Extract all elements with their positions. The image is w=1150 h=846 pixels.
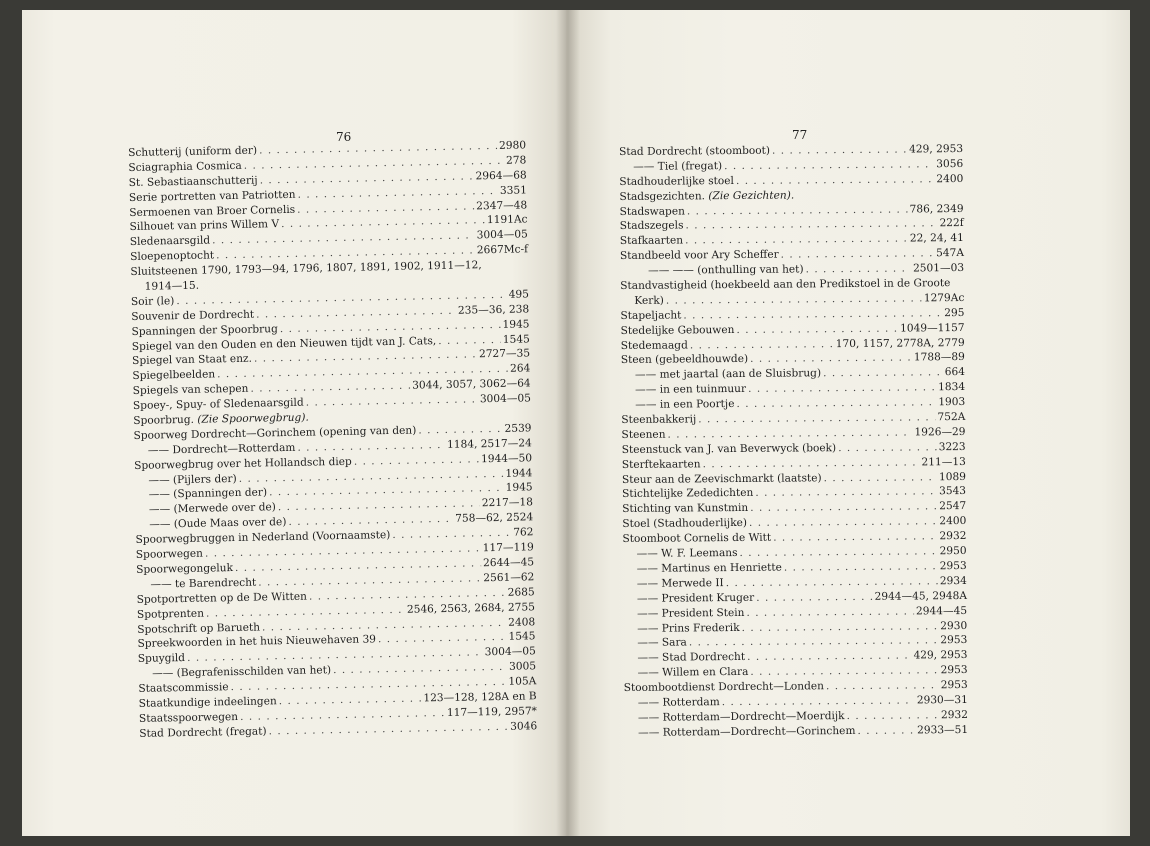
leader-dots xyxy=(784,559,938,575)
index-entry-reference: 2964—68 xyxy=(475,169,527,183)
index-entry-reference: 1545 xyxy=(502,332,530,346)
index-entry-reference: 278 xyxy=(506,154,527,167)
index-entry-reference: 2953 xyxy=(940,634,968,647)
index-entry-reference: 495 xyxy=(508,288,530,301)
index-entry-text: Spotschrift op Barueth xyxy=(137,621,261,636)
index-entry-reference: 1184, 2517—24 xyxy=(446,437,532,451)
index-entry-reference: 2934 xyxy=(939,574,967,588)
index-entry-text: —— (Spanningen der) xyxy=(148,486,268,502)
index-entry-text: —— in een tuinmuur xyxy=(635,383,747,397)
index-entry-reference: 2930 xyxy=(940,619,968,632)
leader-dots xyxy=(857,723,915,738)
index-entry-reference: 1926—29 xyxy=(914,425,966,439)
index-entry-text: Sledenaarsgild xyxy=(129,234,211,249)
index-entry-reference: 2953 xyxy=(940,664,968,677)
index-entry-text: Sluitsteenen 1790, 1793—94, 1796, 1807, 1891, 1902, 1911—12, xyxy=(130,259,482,279)
index-entry-text: Stadhouderlijke stoel xyxy=(619,174,734,188)
index-entry-text: Steur aan de Zeevischmarkt (laatste) xyxy=(621,471,822,486)
leader-dots xyxy=(746,604,914,620)
index-entry-reference: 1279Ac xyxy=(923,291,965,305)
index-entry-text: Staatscommissie xyxy=(138,681,229,695)
leader-dots xyxy=(749,515,937,532)
leader-dots xyxy=(781,246,935,262)
index-entry-text: Spiegelbeelden xyxy=(132,368,216,383)
index-entry-text: Serie portretten van Patriotten xyxy=(128,188,296,204)
index-entry-text: Stad Dordrecht (fregat) xyxy=(139,725,267,740)
index-entry-reference: 22, 24, 41 xyxy=(909,232,964,245)
index-entry-text: Souvenir de Dordrecht xyxy=(131,308,255,323)
index-entry-text: Spoorbrug. xyxy=(133,413,195,427)
index-entry-text: —— Dordrecht—Rotterdam xyxy=(147,441,296,457)
index-entry-text: —— te Barendrecht xyxy=(150,576,257,591)
index-entry-reference: 2347—48 xyxy=(476,198,528,212)
index-entry-reference: 2930—31 xyxy=(916,693,968,707)
index-entry-text: Kerk) xyxy=(634,294,664,307)
leader-dots xyxy=(838,440,937,456)
left-page-number: 76 xyxy=(336,130,352,144)
index-entry xyxy=(620,261,964,279)
index-entry-reference: 3351 xyxy=(499,184,528,197)
index-entry-reference: 2547 xyxy=(939,500,967,513)
index-entry-reference: 1089 xyxy=(938,470,966,483)
right-page-number: 77 xyxy=(792,128,808,142)
index-entry-reference: 2667Mc-f xyxy=(476,243,529,257)
leader-dots xyxy=(823,366,943,382)
index-entry-text: Staatkundige indeelingen xyxy=(138,695,277,710)
index-entry-text: Spotprenten xyxy=(136,607,205,621)
index-entry-text: Spiegels van schepen xyxy=(132,382,249,398)
leader-dots xyxy=(756,590,872,606)
index-entry-text: —— President Kruger xyxy=(636,591,755,605)
leader-dots xyxy=(750,351,912,367)
index-entry-reference: 3046 xyxy=(510,719,538,733)
index-entry-text: —— Martinus en Henriette xyxy=(636,561,782,575)
index-entry-reference: 3223 xyxy=(938,440,966,454)
index-entry-text: —— Stad Dordrecht xyxy=(637,651,746,665)
index-entry-reference: 117—119 xyxy=(482,541,534,555)
index-entry-text: Spoorwegongeluk xyxy=(136,562,234,576)
index-entry-text: Steenen xyxy=(621,428,666,441)
index-entry-reference: 429, 2953 xyxy=(909,142,964,156)
index-entry-text: Sciagraphia Cosmica xyxy=(128,159,242,174)
index-entry-reference: 2539 xyxy=(504,422,532,435)
index-entry-text: Spreekwoorden in het huis Nieuwehaven 39 xyxy=(137,633,377,651)
index-entry-reference: 1545 xyxy=(508,630,536,644)
index-entry-text: Soir (le) xyxy=(130,295,175,308)
index-entry-text: Standvastigheid (hoekbeeld aan den Predikstoel in de Groote xyxy=(620,277,951,293)
see-reference: (Zie Gezichten). xyxy=(708,189,795,202)
index-entry-text: Stad Dordrecht (stoomboot) xyxy=(619,144,771,158)
index-entry-text: —— Sara xyxy=(637,636,687,650)
index-entry-text: Schutterij (uniform der) xyxy=(128,144,258,159)
index-entry-reference: 664 xyxy=(944,366,966,379)
index-entry-text: —— Willem en Clara xyxy=(637,666,749,680)
index-entry-text: Spuygild xyxy=(137,652,186,666)
left-index-column xyxy=(128,138,537,741)
index-entry-text: Sloepenoptocht xyxy=(130,249,215,264)
index-entry-text: Spiegel van den Ouden en den Nieuwen tijdt van J. Cats, xyxy=(131,334,437,353)
leader-dots xyxy=(742,619,939,636)
index-entry-text: Stapeljacht xyxy=(620,309,682,322)
index-entry-reference: 123—128, 128A en B xyxy=(423,690,537,705)
index-entry-reference: 2933—51 xyxy=(917,723,969,737)
index-entry-reference: 3543 xyxy=(939,485,967,498)
index-entry-text: —— President Stein xyxy=(637,606,745,620)
leader-dots xyxy=(750,663,938,680)
index-entry-reference: 3004—05 xyxy=(476,228,528,242)
index-entry-reference: 1944—50 xyxy=(480,452,533,465)
index-entry-text: —— (Oude Maas over de) xyxy=(149,516,287,531)
index-entry-reference: 2953 xyxy=(939,559,967,573)
leader-dots xyxy=(824,470,937,486)
index-entry-reference: 2546, 2563, 2684, 2755 xyxy=(406,600,536,616)
leader-dots xyxy=(806,262,912,278)
leader-dots xyxy=(748,380,936,397)
index-entry-reference: 3004—05 xyxy=(479,392,532,406)
index-entry-reference: 3005 xyxy=(508,660,537,673)
index-entry-text: Spoey-, Spuy- of Sledenaarsgild xyxy=(132,396,304,413)
index-entry-reference: 3056 xyxy=(936,157,964,171)
index-entry-text: Silhouet van prins Willem V xyxy=(129,218,280,234)
index-entry-text: Stoombootdienst Dordrecht—Londen xyxy=(623,680,824,695)
index-entry-reference: 2644—45 xyxy=(482,556,535,570)
leader-dots xyxy=(722,693,915,710)
index-entry-text: Spoorweg Dordrecht—Gorinchem (opening van den) xyxy=(133,424,417,442)
index-entry-reference: 1903 xyxy=(938,396,966,409)
index-entry-reference: 235—36, 238 xyxy=(457,303,530,317)
index-entry-reference: 264 xyxy=(510,362,531,376)
index-entry-text: —— W. F. Leemans xyxy=(636,547,738,560)
index-entry-reference: 429, 2953 xyxy=(913,649,968,662)
leader-dots xyxy=(438,332,501,348)
right-index-column xyxy=(619,142,968,741)
index-entry-text: —— Tiel (fregat) xyxy=(633,159,723,173)
index-entry-text: —— Rotterdam—Dordrecht—Gorinchem xyxy=(638,724,856,739)
leader-dots xyxy=(750,500,937,517)
index-entry-text: Steen (gebeeldhouwde) xyxy=(620,353,749,367)
index-entry-reference: 2400 xyxy=(936,172,964,186)
index-entry-text: Stichtelijke Zededichten xyxy=(621,487,754,501)
index-entry-text: —— Merwede II xyxy=(636,576,724,590)
index-entry-text: Staatsspoorwegen xyxy=(138,710,239,725)
index-entry-text: Stadsgezichten. xyxy=(619,189,706,203)
index-entry-reference: 295 xyxy=(944,306,965,319)
index-entry-text: —— met jaartal (aan de Sluisbrug) xyxy=(634,367,822,382)
index-entry-text: Stadswapen xyxy=(619,204,685,218)
index-entry-text: Steenbakkerij xyxy=(621,413,697,427)
index-entry-reference: 786, 2349 xyxy=(909,202,964,216)
index-entry-text: —— (Merwede over de) xyxy=(148,501,276,517)
index-entry-reference: 2944—45 xyxy=(915,604,968,618)
leader-dots xyxy=(755,485,937,501)
leader-dots xyxy=(847,708,940,724)
index-entry-reference: 2932 xyxy=(939,530,967,543)
index-entry-text: Stichting van Kunstmin xyxy=(622,502,749,516)
index-entry-text: —— Prins Frederik xyxy=(637,621,740,635)
index-entry-reference: 758—62, 2524 xyxy=(455,511,534,526)
leader-dots xyxy=(736,321,898,337)
index-entry-text: Spoorwegen xyxy=(135,547,204,561)
index-entry-reference: 762 xyxy=(513,526,534,539)
index-entry-text: Stedelijke Gebouwen xyxy=(620,323,735,337)
index-entry-text: —— in een Poortje xyxy=(635,398,735,412)
index-entry-text: Spiegel van Staat enz. xyxy=(132,353,253,368)
index-entry-reference: 2217—18 xyxy=(481,496,534,510)
see-reference: (Zie Spoorwegbrug). xyxy=(197,411,309,426)
index-entry-reference: 105A xyxy=(508,675,537,688)
index-entry-reference: 1788—89 xyxy=(913,351,965,364)
index-entry-reference: 752A xyxy=(937,411,966,424)
leader-dots xyxy=(773,529,937,545)
index-entry-reference: 170, 1157, 2778A, 2779 xyxy=(835,336,965,350)
index-entry-text: Sermoenen van Broer Cornelis xyxy=(129,203,296,219)
index-entry-reference: 2953 xyxy=(940,679,968,692)
leader-dots xyxy=(747,649,912,665)
index-entry-reference: 2561—62 xyxy=(483,571,535,585)
index-entry-reference: 2950 xyxy=(939,545,967,558)
index-entry-reference: 1191Ac xyxy=(486,213,528,227)
index-entry-text: —— (Pijlers der) xyxy=(148,472,237,487)
index-entry-reference: 3004—05 xyxy=(484,645,536,659)
index-entry-text: Sterftekaarten xyxy=(621,458,701,471)
leader-dots xyxy=(418,422,502,439)
index-entry-reference: 117—119, 2957* xyxy=(446,705,538,719)
index-entry-reference: 1834 xyxy=(938,381,966,394)
index-entry xyxy=(624,723,968,741)
index-entry-text: Spanningen der Spoorbrug xyxy=(131,322,278,338)
leader-dots xyxy=(772,142,907,158)
index-entry-reference: 1944 xyxy=(505,466,533,480)
index-entry-text: Steenstuck van J. van Beverwyck (boek) xyxy=(621,441,837,456)
index-entry-reference: 3044, 3057, 3062—64 xyxy=(412,377,531,392)
leader-dots xyxy=(736,172,935,189)
leader-dots xyxy=(739,544,937,561)
index-entry-text: —— —— (onthulling van het) xyxy=(648,263,804,277)
index-entry-text: Stedemaagd xyxy=(620,338,688,352)
index-entry-text: —— (Begrafenisschilden van het) xyxy=(152,664,332,680)
index-entry-text: Stadszegels xyxy=(619,219,684,233)
index-entry-text: 1914—15. xyxy=(144,279,200,293)
index-entry-text: —— Rotterdam—Dordrecht—Moerdijk xyxy=(637,709,845,724)
index-entry-reference: 547A xyxy=(936,247,965,260)
index-entry-reference: 2685 xyxy=(507,585,535,599)
index-entry-reference: 1049—1157 xyxy=(900,321,965,335)
index-entry-text: Stafkaarten xyxy=(619,234,684,248)
index-entry-text: Stoel (Stadhouderlijke) xyxy=(622,517,748,531)
book-gutter xyxy=(556,10,580,836)
index-entry-reference: 1945 xyxy=(502,318,530,331)
index-entry-reference: 222f xyxy=(939,217,964,230)
index-entry-text: St. Sebastiaanschutterij xyxy=(128,174,258,189)
index-entry-reference: 2408 xyxy=(508,615,536,629)
index-entry-text: —— Rotterdam xyxy=(637,696,720,709)
index-entry-reference: 2944—45, 2948A xyxy=(874,589,967,603)
index-entry-reference: 211—13 xyxy=(921,455,966,469)
index-entry-text: Standbeeld voor Ary Scheffer xyxy=(619,248,779,263)
index-entry-text: Spotportretten op de De Witten xyxy=(136,590,308,606)
leader-dots xyxy=(826,678,939,694)
index-entry-reference: 2400 xyxy=(939,515,967,528)
leader-dots xyxy=(690,337,834,353)
index-entry-reference: 2501—03 xyxy=(912,262,965,275)
index-entry-reference: 2727—35 xyxy=(478,347,531,361)
index-entry xyxy=(619,172,963,190)
index-entry-text: Stoomboot Cornelis de Witt xyxy=(622,531,772,546)
index-entry-reference: 2932 xyxy=(940,708,969,722)
index-entry-text: Spoorwegbruggen in Nederland (Voornaamste) xyxy=(135,529,391,547)
index-entry-text: Spoorwegbrug over het Hollandsch diep xyxy=(134,455,352,472)
index-entry-reference: 2980 xyxy=(498,139,527,152)
index-entry-reference: 1945 xyxy=(505,481,533,495)
